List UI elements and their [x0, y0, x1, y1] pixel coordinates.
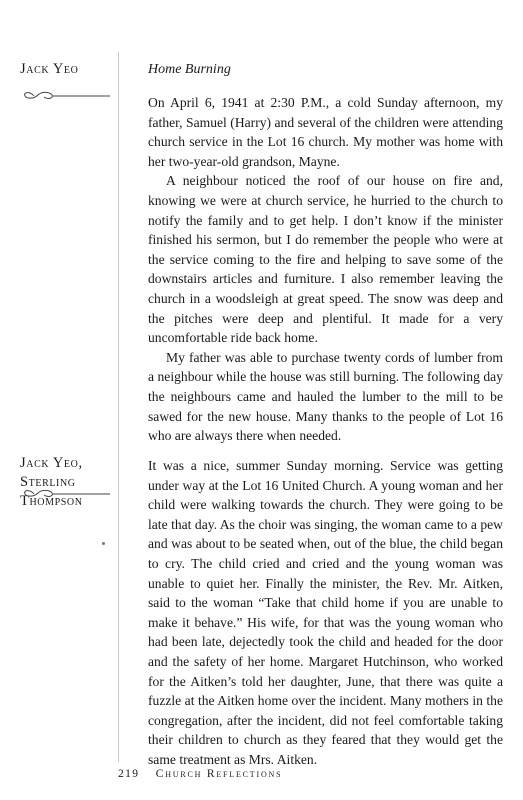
author-line: Thompson	[20, 493, 83, 509]
story-title: Home Burning	[148, 62, 231, 77]
print-speck	[102, 542, 105, 545]
paragraph: It was a nice, summer Sunday morning. Service was getting under way at the Lot 16 United Church. A young woman and her child were walking towards the church. They were going to be late that day. As the choir was singing, the woman came to a pew and was about to be seated when, out of the blue, the child began to cry. The child cried and cried and the young woman was unable to quiet her. Finally the minister, the Rev. Mr. Aitken, said to the woman “Take that child home if you are unable to make it behave.” His wife, for that was the young woman who had been late, dejectedly took the child and headed for the door and the safety of her home. Margaret Hutchinson, who worked for the Aitken’s told her daughter, June, that there was quite a fuzzle at the Aitken home over the incident. Many mothers in the congregation, after the incident, did not feel comfortable taking their children to church as they feared that they would get the same treatment as Mrs. Aitken.	[148, 458, 503, 767]
story-church-incident	[148, 456, 503, 770]
running-title: Church Reflections	[155, 768, 283, 780]
column-divider	[118, 52, 119, 762]
flourish-ornament	[20, 486, 112, 500]
paragraph: My father was able to purchase twenty cords of lumber from a neighbour while the house was still burning. The following day the neighbours came and hauled the lumber to the mill to be sawed for the new house. Many thanks to the people of Lot 16 who are always there when needed.	[148, 349, 503, 444]
author-line: Sterling	[20, 474, 76, 490]
author-line: Jack Yeo,	[20, 455, 83, 471]
paragraph: On April 6, 1941 at 2:30 P.M., a cold Sunday afternoon, my father, Samuel (Harry) and several of the children were attending church service in the Lot 16 church. My mother was home with her two-year-old grandson, Mayne.	[148, 95, 503, 169]
paragraph: A neighbour noticed the roof of our house on fire and, knowing we were at church service, he hurried to the church to notify the family and to get help. I don’t know if the minister finished his sermon, but I do remember the people who were at the service coming to the fire and helping to save some of the downstairs articles and furniture. I also remember leaving the church in a woodsleigh at great speed. The snow was deep and the pitches were deep and plentiful. It made for a very uncomfortable ride back home.	[148, 173, 503, 346]
author-jack-yeo-sterling-thompson	[20, 454, 112, 511]
author-jack-yeo	[20, 60, 112, 79]
page-number: 219	[118, 768, 140, 780]
story-home-burning	[148, 93, 503, 446]
page-footer	[118, 768, 282, 780]
flourish-ornament	[20, 88, 112, 102]
author-name: Jack Yeo	[20, 61, 79, 77]
